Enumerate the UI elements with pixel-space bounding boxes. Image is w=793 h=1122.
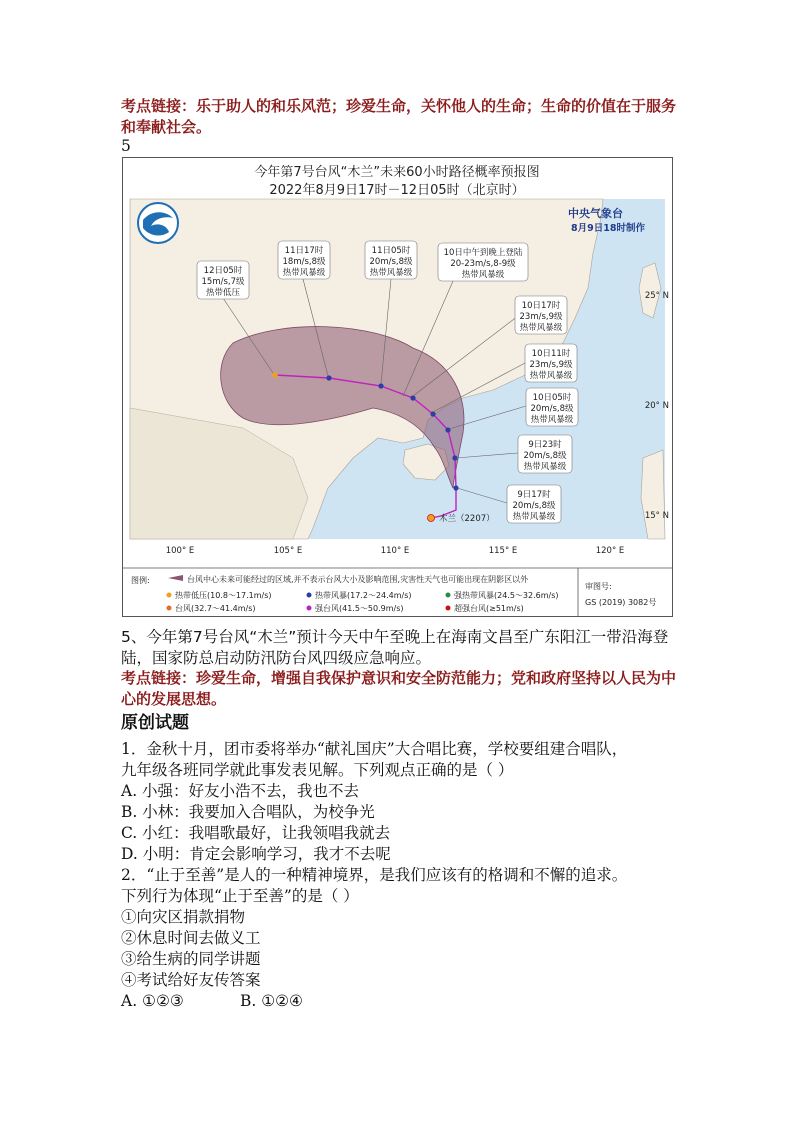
legend-cone-swatch	[168, 575, 183, 581]
legend-area-note: 台风中心未来可能经过的区域,并不表示台风大小及影响范围,灾害性天气也可能出现在阴影区以外	[187, 575, 529, 584]
svg-text:热带风暴级: 热带风暴级	[512, 512, 556, 522]
lon-label-115: 115° E	[488, 546, 518, 556]
lon-label-105: 105° E	[273, 546, 303, 556]
agency-name: 中央气象台	[568, 207, 623, 220]
svg-text:热带风暴级: 热带风暴级	[519, 323, 563, 333]
svg-text:20m/s,8级: 20m/s,8级	[369, 257, 413, 267]
storm-tag: 木兰（2207）	[439, 514, 495, 524]
svg-text:11日17时: 11日17时	[284, 246, 324, 256]
svg-text:10日17时: 10日17时	[521, 301, 561, 311]
track-point-1117	[326, 375, 331, 380]
svg-text:20-23m/s,8-9级: 20-23m/s,8-9级	[450, 259, 516, 269]
legend-dot-super	[446, 606, 451, 611]
track-point-1005	[445, 427, 450, 432]
svg-text:热带风暴级: 热带风暴级	[282, 268, 326, 278]
q1-option-b: B. 小林：我要加入合唱队，为校争光	[121, 803, 375, 821]
svg-text:9日23时: 9日23时	[528, 440, 562, 450]
svg-text:20m/s,8级: 20m/s,8级	[523, 451, 567, 461]
q2-option-b: B. ①②④	[240, 992, 303, 1010]
svg-text:10日中午到晚上登陆: 10日中午到晚上登陆	[443, 248, 523, 258]
track-point-1011	[430, 411, 435, 416]
track-point-1205	[272, 372, 278, 378]
q1-stem-line2: 九年级各班同学就此事发表见解。下列观点正确的是（ ）	[121, 761, 514, 779]
svg-text:23m/s,9级: 23m/s,9级	[519, 312, 563, 322]
typhoon-map-svg	[123, 158, 672, 616]
legend-ts: 热带风暴(17.2～24.4m/s)	[315, 591, 412, 600]
made-time: 8月9日18时制作	[571, 223, 645, 234]
track-point-1105	[378, 383, 383, 388]
track-point-1017	[410, 395, 415, 400]
item-number: 5	[121, 137, 131, 155]
lat-label-25: 25° N	[644, 291, 669, 301]
section-title: 原创试题	[121, 713, 189, 733]
q2-item-1: ①向灾区捐款捐物	[121, 908, 246, 926]
legend-dot-sts	[446, 593, 451, 598]
q2-item-2: ②休息时间去做义工	[121, 929, 261, 947]
cma-logo	[138, 203, 178, 243]
svg-text:20m/s,8级: 20m/s,8级	[512, 501, 556, 511]
lat-label-15: 15° N	[644, 511, 669, 521]
svg-text:10日11时: 10日11时	[531, 349, 571, 359]
paragraph-5: 5、今年第7号台风“木兰”预计今天中午至晚上在海南文昌至广东阳江一带沿海登陆，国家防总启动防汛防台风四级应急响应。	[121, 628, 669, 667]
legend-title: 图例:	[131, 576, 150, 585]
legend-dot-sty	[307, 606, 312, 611]
q2-stem-line1: 2．“止于至善”是人的一种精神境界，是我们应该有的格调和不懈的追求。	[121, 866, 628, 884]
q1-stem-line1: 1．金秋十月，团市委将举办“献礼国庆”大合唱比赛，学校要组建合唱队，	[121, 740, 628, 758]
svg-text:热带风暴级: 热带风暴级	[369, 268, 413, 278]
legend-ty: 台风(32.7～41.4m/s)	[175, 604, 256, 613]
top-link-prefix: 考点链接：	[121, 97, 197, 115]
legend-dot-td	[167, 593, 172, 598]
q2-item-3: ③给生病的同学讲题	[121, 950, 261, 968]
link-5-prefix: 考点链接：	[121, 669, 197, 687]
svg-text:15m/s,7级: 15m/s,7级	[201, 277, 245, 287]
legend-super: 超强台风(≥51m/s)	[454, 604, 524, 613]
q1-option-c: C. 小红：我唱歌最好，让我领唱我就去	[121, 824, 391, 842]
map-subtitle: 2022年8月9日17时－12日05时（北京时）	[269, 183, 525, 198]
lat-label-20: 20° N	[644, 401, 669, 411]
svg-text:10日05时: 10日05时	[532, 393, 572, 403]
map-title: 今年第7号台风“木兰”未来60小时路径概率预报图	[254, 165, 540, 180]
lon-label-120: 120° E	[595, 546, 625, 556]
svg-text:热带风暴级: 热带风暴级	[530, 415, 574, 425]
legend-sty: 强台风(41.5～50.9m/s)	[315, 604, 404, 613]
lon-label-100: 100° E	[165, 546, 195, 556]
svg-text:热带风暴级: 热带风暴级	[529, 371, 573, 381]
svg-text:11日05时: 11日05时	[371, 246, 411, 256]
q1-option-a: A. 小强：好友小浩不去，我也不去	[121, 782, 360, 800]
review-label: 审图号:	[585, 582, 612, 591]
legend-td: 热带低压(10.8～17.1m/s)	[175, 591, 272, 600]
svg-text:热带风暴级: 热带风暴级	[461, 270, 505, 280]
link-5-text: 珍爱生命，增强自我保护意识和安全防范能力；党和政府坚持以人民为中心的发展思想。	[121, 669, 677, 708]
svg-text:12日05时: 12日05时	[203, 266, 243, 276]
svg-text:9日17时: 9日17时	[517, 490, 551, 500]
legend-sts: 强热带风暴(24.5～32.6m/s)	[454, 591, 559, 600]
top-link	[121, 96, 681, 138]
svg-text:20m/s,8级: 20m/s,8级	[530, 404, 574, 414]
current-position	[428, 515, 435, 522]
svg-text:热带风暴级: 热带风暴级	[523, 462, 567, 472]
review-no: GS (2019) 3082号	[585, 598, 657, 607]
svg-text:热带低压: 热带低压	[205, 288, 241, 298]
legend-dot-ty	[167, 606, 172, 611]
q1-option-d: D. 小明：肯定会影响学习，我才不去呢	[121, 845, 391, 863]
link-5	[121, 668, 681, 710]
typhoon-map	[122, 157, 673, 617]
q2-stem-line2: 下列行为体现“止于至善”的是（ ）	[121, 887, 359, 905]
svg-text:18m/s,8级: 18m/s,8级	[282, 257, 326, 267]
q2-item-4: ④考试给好友传答案	[121, 971, 261, 989]
legend-dot-ts	[307, 593, 312, 598]
lon-label-110: 110° E	[380, 546, 410, 556]
svg-text:23m/s,9级: 23m/s,9级	[529, 360, 573, 370]
top-link-text: 乐于助人的和乐风范；珍爱生命，关怀他人的生命；生命的价值在于服务和奉献社会。	[121, 97, 677, 136]
q2-option-a: A. ①②③	[121, 992, 184, 1010]
